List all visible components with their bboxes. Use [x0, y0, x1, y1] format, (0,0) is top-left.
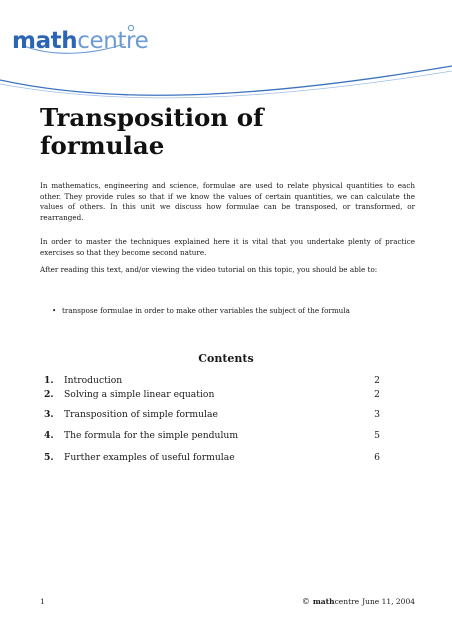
- toc-page: 2: [374, 375, 380, 386]
- mathcentre-logo: [12, 24, 148, 58]
- footer-copyright: [302, 597, 415, 606]
- toc-page: 6: [374, 452, 380, 463]
- toc-number: 2.: [44, 389, 54, 400]
- toc-title: Solving a simple linear equation: [64, 389, 215, 400]
- title-line-1: Transposition of: [40, 103, 264, 132]
- toc-title: Further examples of useful formulae: [64, 452, 235, 463]
- page-title: [40, 104, 264, 160]
- objective-text: transpose formulae in order to make other variables the subject of the formula: [62, 306, 350, 315]
- bullet-icon: •: [52, 306, 57, 315]
- after-reading-paragraph: After reading this text, and/or viewing the video tutorial on this topic, you should be able to:: [40, 265, 378, 274]
- toc-number: 3.: [44, 409, 54, 420]
- objective-list-item: [52, 306, 350, 317]
- contents-heading: Contents: [198, 352, 254, 365]
- toc-entry[interactable]: [44, 409, 380, 421]
- logo-centre-text: centre: [77, 27, 149, 54]
- copyright-icon: ©: [301, 597, 310, 606]
- toc-entry[interactable]: [44, 430, 380, 442]
- header-banner: [0, 0, 452, 110]
- footer-page-number: 1: [40, 597, 45, 606]
- toc-number: 1.: [44, 375, 54, 386]
- toc-page: 2: [374, 389, 380, 400]
- toc-page: 3: [374, 409, 380, 420]
- toc-number: 4.: [44, 430, 54, 441]
- practice-paragraph: In order to master the techniques explained here it is vital that you undertake plenty of practice exercises so that they become second nature.: [40, 237, 415, 257]
- title-line-2: formulae: [40, 131, 165, 160]
- toc-title: Transposition of simple formulae: [64, 409, 218, 420]
- footer-date: June 11, 2004: [362, 597, 415, 606]
- toc-title: The formula for the simple pendulum: [64, 430, 239, 441]
- intro-paragraph: In mathematics, engineering and science, formulae are used to relate physical quantities to each other. They provide rules so that if we know the values of certain quantities, we can calculate the values of others. In this unit we discuss how formulae can be transposed, or transformed, or rearranged.: [40, 181, 415, 222]
- toc-entry[interactable]: [44, 375, 380, 387]
- footer-brand-centre: centre: [334, 597, 360, 606]
- toc-number: 5.: [44, 452, 54, 463]
- toc-title: Introduction: [64, 375, 123, 386]
- toc-page: 5: [374, 430, 380, 441]
- logo-math-text: math: [12, 27, 78, 54]
- toc-entry[interactable]: [44, 452, 380, 464]
- toc-entry[interactable]: [44, 389, 380, 401]
- footer-brand-math: math: [312, 597, 335, 606]
